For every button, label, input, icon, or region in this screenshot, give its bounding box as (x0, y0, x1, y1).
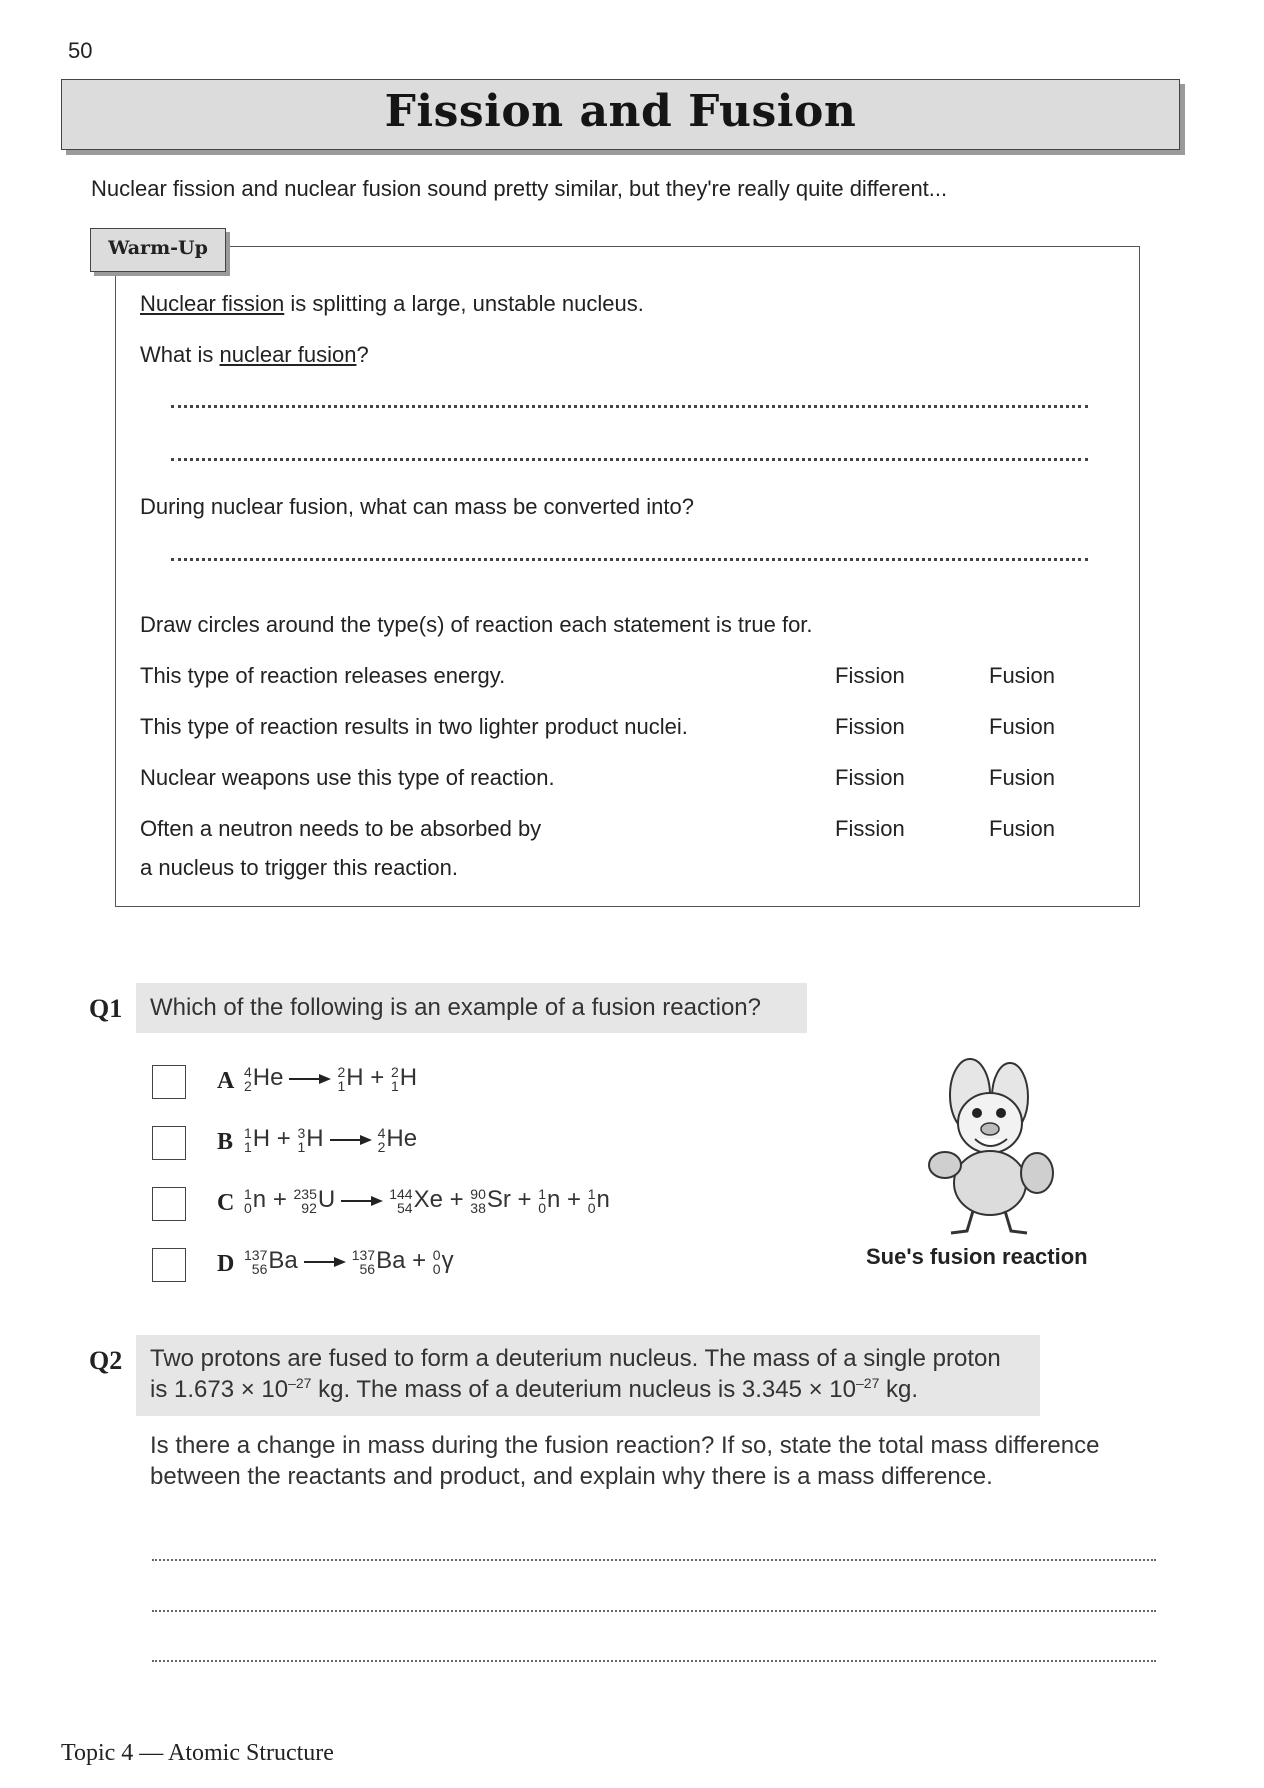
option-a-checkbox[interactable] (152, 1065, 186, 1099)
exponent: –27 (288, 1375, 312, 1391)
question-prompt-line2: between the reactants and product, and explain why there is a mass difference. (150, 1463, 993, 1490)
statement-text: This type of reaction results in two lighter product nuclei. (140, 714, 688, 739)
option-fusion[interactable]: Fusion (989, 663, 1056, 688)
statement-text: Nuclear weapons use this type of reaction. (140, 765, 555, 790)
warmup-statement (140, 291, 644, 317)
arrow-icon (330, 1134, 372, 1146)
arrow-icon (289, 1073, 331, 1085)
option-fission[interactable]: Fission (835, 663, 905, 688)
answer-line[interactable] (152, 1610, 1156, 1612)
exponent: –27 (856, 1375, 880, 1391)
equation-d: 137 56 Ba 137 56 Ba + 0 0 γ (244, 1246, 454, 1277)
question-number: Q2 (89, 1346, 123, 1375)
text-part: kg. The mass of a deuterium nucleus is 3.345 × 10 (311, 1376, 857, 1403)
question-text: Which of the following is an example of a fusion reaction? (150, 994, 762, 1021)
title-banner (61, 79, 1180, 150)
footer-topic: Topic 4 — Atomic Structure (61, 1740, 334, 1766)
arrow-icon (341, 1195, 383, 1207)
option-fusion[interactable]: Fusion (989, 765, 1056, 790)
warmup-label: Warm-Up (108, 237, 208, 259)
intro-text: Nuclear fission and nuclear fusion sound pretty similar, but they're really quite different... (91, 176, 948, 201)
option-b-checkbox[interactable] (152, 1126, 186, 1160)
question-number: Q1 (89, 994, 123, 1023)
warmup-question-2: During nuclear fusion, what can mass be converted into? (140, 494, 694, 519)
option-fusion[interactable]: Fusion (989, 714, 1056, 739)
cartoon-rabbit-illustration (915, 1055, 1065, 1240)
arrow-icon (304, 1256, 346, 1268)
warmup-question-1 (140, 342, 369, 368)
option-letter: A (217, 1068, 235, 1094)
text-part: is 1.673 × 10 (150, 1376, 289, 1403)
question-prompt-line1: Is there a change in mass during the fusion reaction? If so, state the total mass difference (150, 1432, 1100, 1459)
statement-text: This type of reaction releases energy. (140, 663, 506, 688)
answer-line[interactable] (171, 458, 1088, 461)
question-text-line2 (150, 1375, 918, 1404)
option-fusion[interactable]: Fusion (989, 816, 1056, 841)
statement-rest: is splitting a large, unstable nucleus. (284, 291, 644, 316)
term-nuclear-fission: Nuclear fission (140, 291, 285, 316)
option-fission[interactable]: Fission (835, 816, 905, 841)
statement-text: Often a neutron needs to be absorbed by (140, 816, 542, 841)
term-nuclear-fusion: nuclear fusion (219, 342, 357, 367)
option-d-checkbox[interactable] (152, 1248, 186, 1282)
q-prefix: What is (140, 342, 220, 367)
answer-line[interactable] (152, 1559, 1156, 1561)
page-title: Fission and Fusion (384, 86, 857, 137)
answer-line[interactable] (171, 558, 1088, 561)
option-fission[interactable]: Fission (835, 765, 905, 790)
equation-a: 4 2 He 2 1 H + 2 1 H (244, 1063, 418, 1094)
option-letter: B (217, 1129, 234, 1155)
answer-line[interactable] (171, 405, 1088, 408)
warmup-tab (90, 228, 226, 272)
option-letter: C (217, 1190, 235, 1216)
question-text-line1: Two protons are fused to form a deuterium nucleus. The mass of a single proton (150, 1345, 1001, 1372)
option-fission[interactable]: Fission (835, 714, 905, 739)
answer-line[interactable] (152, 1660, 1156, 1662)
option-c-checkbox[interactable] (152, 1187, 186, 1221)
circle-instruction: Draw circles around the type(s) of reaction each statement is true for. (140, 612, 813, 637)
equation-b: 1 1 H + 3 1 H 4 2 He (244, 1124, 418, 1155)
statement-text-cont: a nucleus to trigger this reaction. (140, 855, 458, 880)
page-number: 50 (68, 38, 93, 63)
option-letter: D (217, 1251, 235, 1277)
q-suffix: ? (356, 342, 369, 367)
illustration-caption: Sue's fusion reaction (866, 1244, 1088, 1269)
text-part: kg. (879, 1376, 919, 1403)
equation-c: 1 0 n + 235 92 U 144 54 Xe + 90 38 Sr + 1 0 n + 1 0 n (244, 1185, 610, 1216)
